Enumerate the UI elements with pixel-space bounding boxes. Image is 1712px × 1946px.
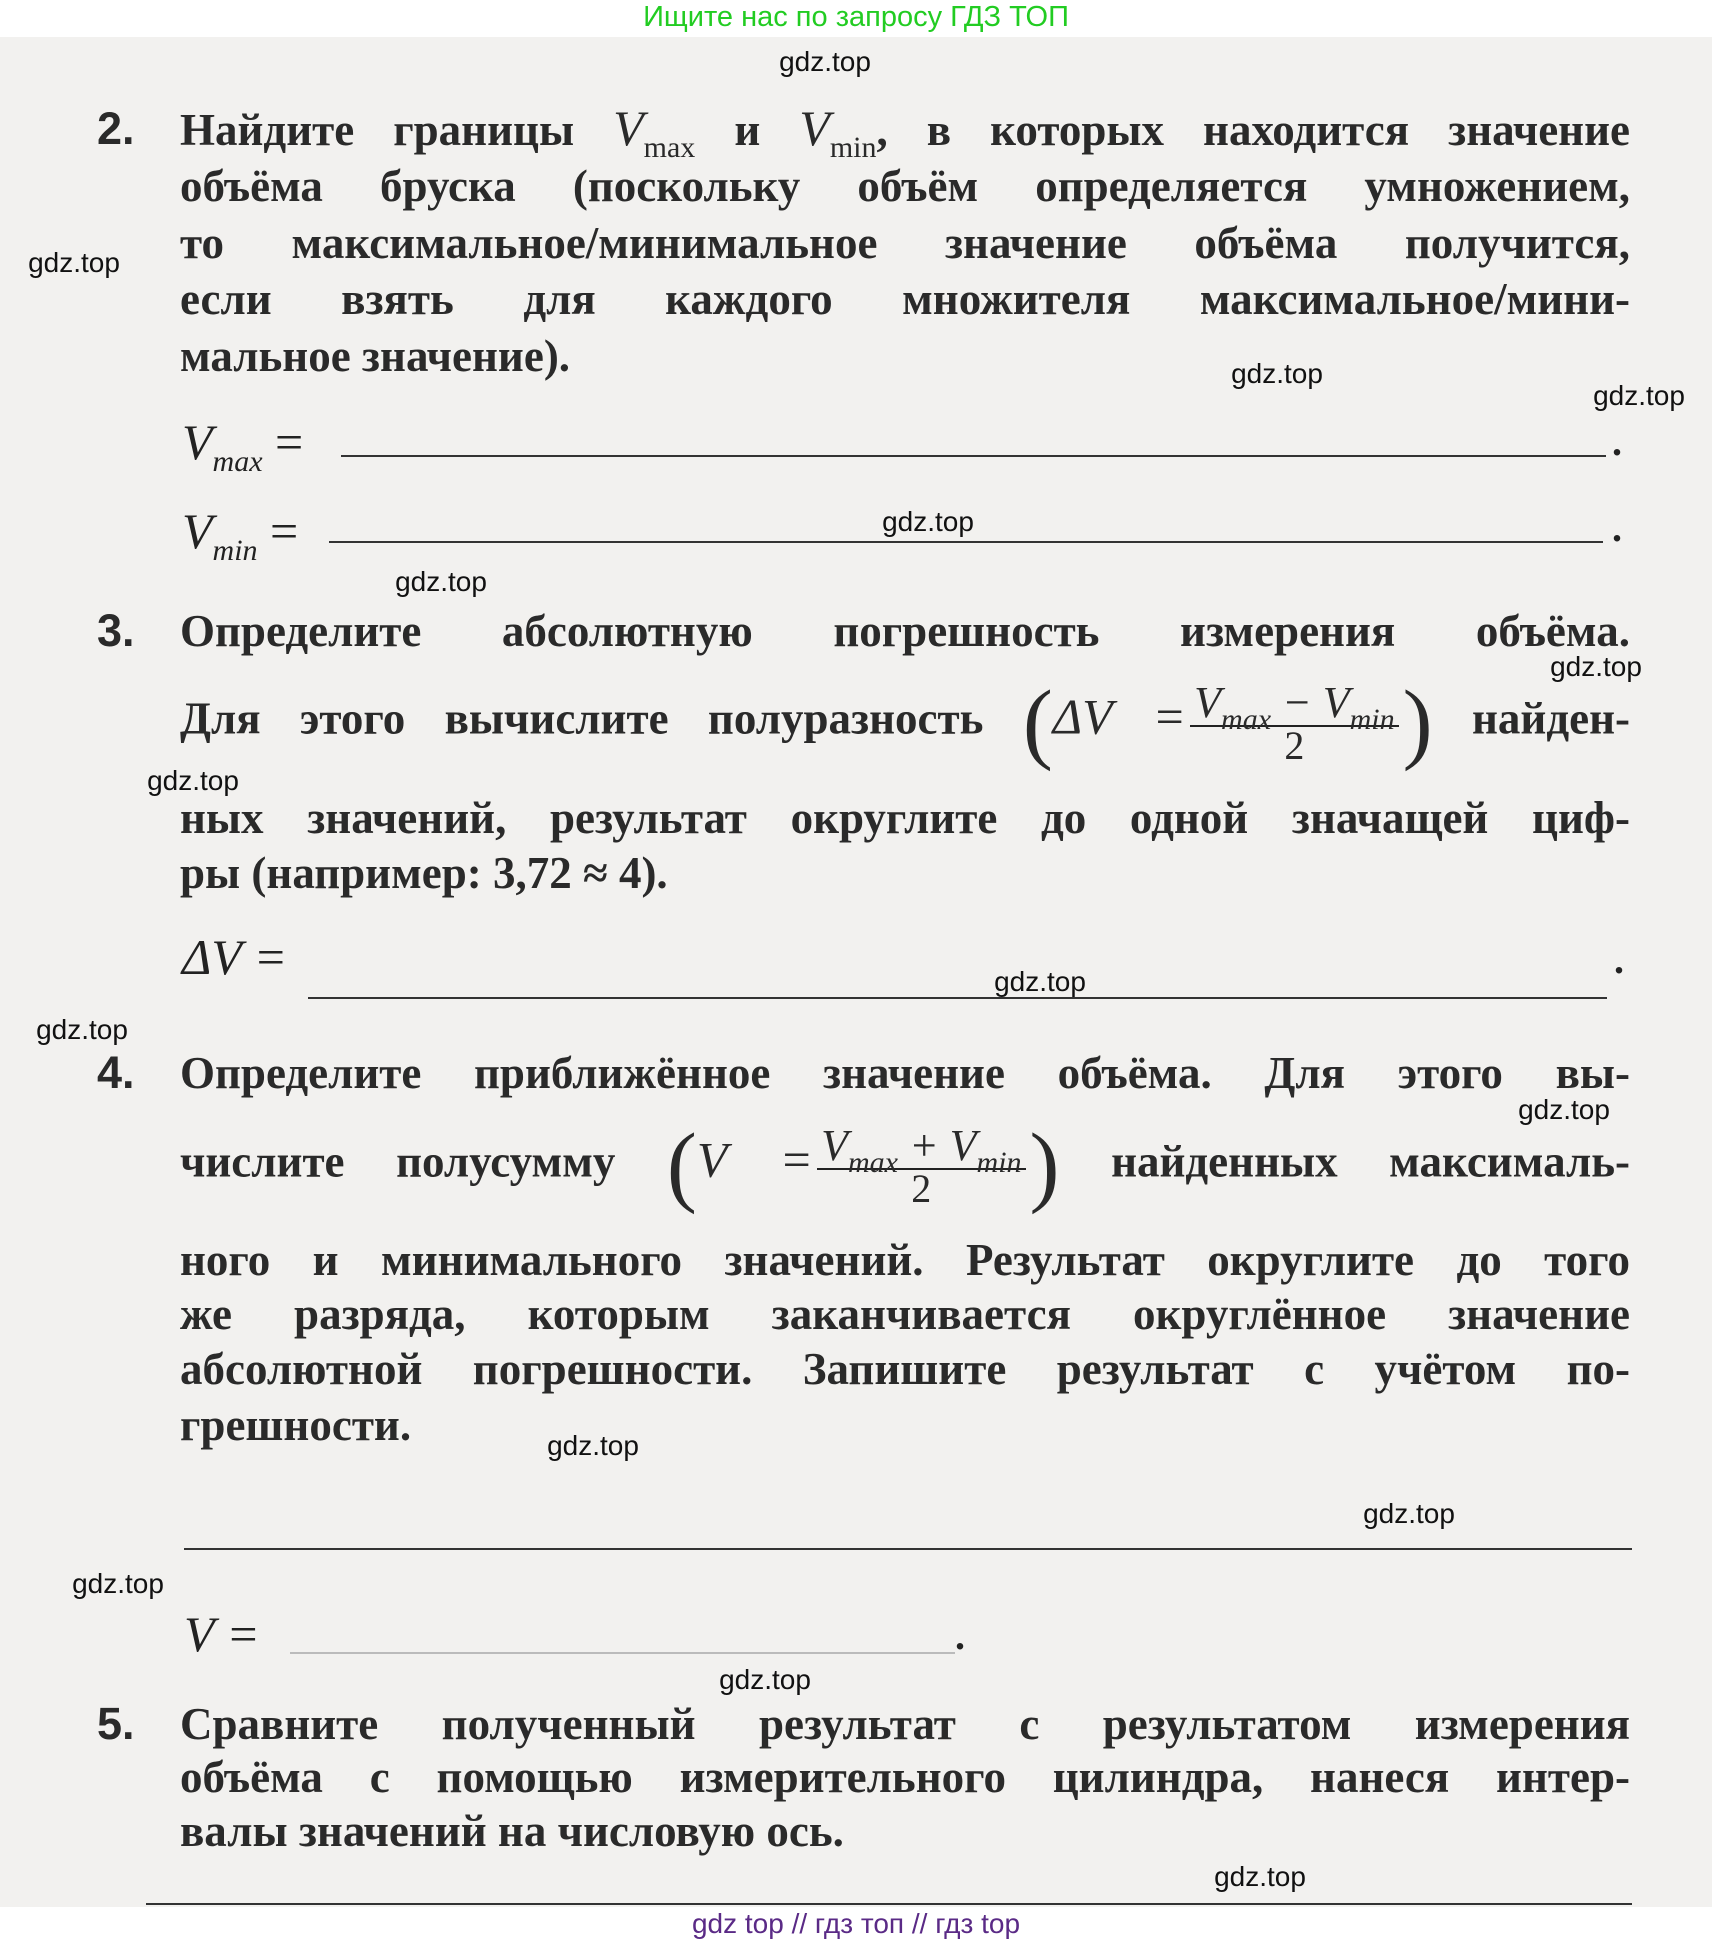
item5-line2: объёма с помощью измерительного цилиндра, нанеся интер- <box>180 1752 1630 1802</box>
item4-line5: абсолютной погрешности. Запишите результат с учётом по- <box>180 1344 1630 1394</box>
sub: max <box>212 445 263 478</box>
op: + <box>897 1121 950 1170</box>
item3-line2 <box>180 673 1631 772</box>
watermark: gdz.top <box>1550 651 1642 682</box>
item2-line4: если взять для каждого множителя максимальное/мини- <box>180 274 1630 324</box>
footer-links[interactable]: gdz top // гдз топ // гдз top <box>691 1908 1021 1939</box>
var: V <box>821 1121 848 1170</box>
formula-lhs: ΔV = <box>1052 688 1187 745</box>
watermark: gdz.top <box>1231 358 1323 389</box>
item2-line1 <box>180 100 1630 164</box>
paren: ( <box>666 1116 697 1215</box>
var: V <box>182 414 213 470</box>
vmin-label <box>182 503 299 567</box>
fraction <box>1190 678 1398 768</box>
watermark: gdz.top <box>72 1568 164 1599</box>
text: и <box>695 105 800 155</box>
watermark: gdz.top <box>719 1664 811 1695</box>
var: V <box>799 100 830 156</box>
period: . <box>1614 937 1624 982</box>
var: V <box>182 503 213 559</box>
text: Для этого вычислите полуразность <box>180 693 984 744</box>
sub: min <box>1349 703 1395 736</box>
item4-answer-line[interactable] <box>184 1548 1632 1550</box>
denominator: 2 <box>1284 723 1305 768</box>
text: Найдите границы <box>180 105 614 155</box>
item4-line3: ного и минимального значений. Результат округлите до того <box>180 1235 1630 1285</box>
watermark: gdz.top <box>1214 1861 1306 1892</box>
item4-line6: грешности. <box>180 1400 412 1450</box>
watermark: gdz.top <box>1518 1094 1610 1125</box>
item-number: 5. <box>97 1698 135 1749</box>
sub: min <box>212 534 258 567</box>
watermark: gdz.top <box>882 506 974 537</box>
dv-answer-line[interactable] <box>308 997 1607 999</box>
item4-line2 <box>180 1116 1631 1215</box>
watermark: gdz.top <box>1593 380 1685 411</box>
sub: max <box>643 131 696 164</box>
sub: max <box>847 1146 898 1179</box>
item3-line3: ных значений, результат округлите до одной значащей циф- <box>180 793 1630 843</box>
numerator <box>817 1121 1025 1179</box>
var: V <box>613 100 644 156</box>
watermark: gdz.top <box>147 765 239 796</box>
watermark: gdz.top <box>28 247 120 278</box>
var: V <box>1322 678 1350 727</box>
op: − <box>1271 678 1323 727</box>
item-number: 4. <box>97 1047 135 1098</box>
item3-line1: Определите абсолютную погрешность измерения объёма. <box>180 606 1630 656</box>
item4-line4: же разряда, которым заканчивается округлённое значение <box>180 1289 1630 1339</box>
item5-line3: валы значений на числовую ось. <box>180 1806 844 1856</box>
numerator <box>1190 678 1398 736</box>
item2-line2: объёма бруска (поскольку объём определяется умножением, <box>180 161 1630 211</box>
item2-line5: мальное значение). <box>180 331 571 381</box>
watermark: gdz.top <box>547 1430 639 1461</box>
eq: = <box>257 503 299 559</box>
vmin-answer-line[interactable] <box>329 541 1603 543</box>
item5-answer-line[interactable] <box>146 1903 1632 1905</box>
sub: min <box>829 131 877 164</box>
paren: ( <box>1022 673 1053 772</box>
formula-lhs: V = <box>696 1131 814 1188</box>
period: . <box>955 1613 965 1658</box>
watermark: gdz.top <box>1363 1498 1455 1529</box>
search-banner: Ищите нас по запросу ГДЗ ТОП <box>643 1 1069 33</box>
item4-line1: Определите приближённое значение объёма. Для этого вы- <box>180 1048 1630 1098</box>
sub: max <box>1221 703 1272 736</box>
watermark: gdz.top <box>36 1014 128 1045</box>
text: найденных максималь- <box>1111 1136 1631 1187</box>
period: . <box>1612 505 1622 550</box>
vmax-answer-line[interactable] <box>341 455 1606 457</box>
item5-line1: Сравните полученный результат с результатом измерения <box>180 1699 1630 1749</box>
watermark: gdz.top <box>779 46 871 77</box>
dv-label: ΔV = <box>182 929 288 985</box>
text: числите полусумму <box>180 1136 616 1187</box>
paren: ) <box>1402 673 1433 772</box>
var: V <box>1194 678 1222 727</box>
item2-line3: то максимальное/минимальное значение объёма получится, <box>180 218 1630 268</box>
paren: ) <box>1029 1116 1060 1215</box>
text: , в которых находится значение <box>876 105 1630 155</box>
watermark: gdz.top <box>395 566 487 597</box>
eq: = <box>262 414 304 470</box>
sub: min <box>976 1146 1022 1179</box>
var: V <box>949 1121 977 1170</box>
text: найден- <box>1472 693 1631 744</box>
period: . <box>1612 419 1622 464</box>
vmax-label <box>182 414 304 478</box>
watermark: gdz.top <box>994 966 1086 997</box>
v-answer-line[interactable] <box>290 1652 955 1654</box>
item-number: 2. <box>97 103 135 154</box>
denominator: 2 <box>911 1166 932 1211</box>
fraction <box>817 1121 1025 1211</box>
item3-line4: ры (например: 3,72 ≈ 4). <box>180 848 668 898</box>
v-label: V = <box>184 1606 260 1662</box>
item-number: 3. <box>97 605 135 656</box>
